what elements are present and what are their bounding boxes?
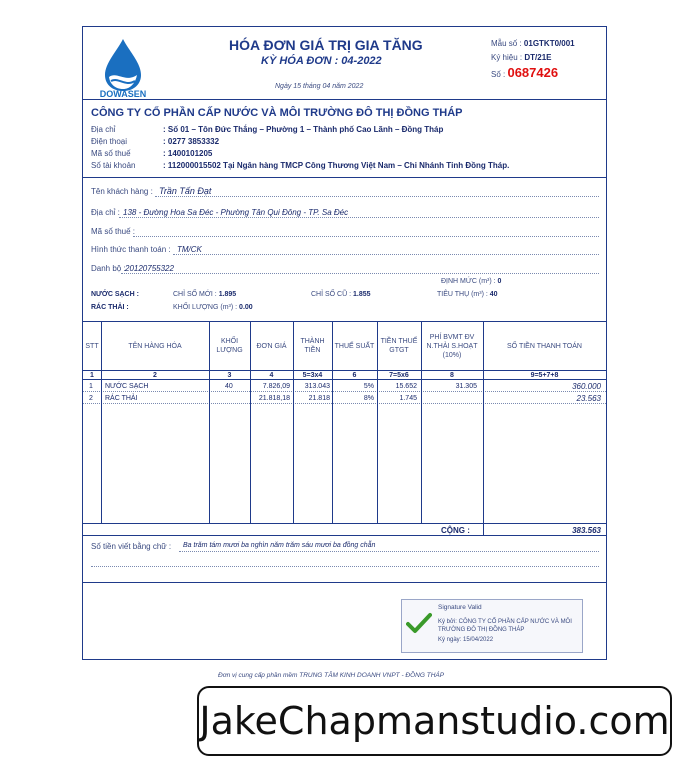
waste-label: RÁC THẢI :	[91, 304, 129, 311]
sum-label: CỘNG :	[441, 526, 470, 535]
row-vat: 1.745	[399, 395, 417, 402]
buyer-name: Trần Tấn Đạt	[159, 186, 212, 196]
row-stt: 1	[89, 383, 93, 390]
signature-signed-by: Ký bởi: CÔNG TY CỔ PHẦN CẤP NƯỚC VÀ MÔI TRƯỜNG ĐÔ THỊ ĐỒNG THÁP	[438, 619, 572, 633]
customer-code-label: Danh bộ :	[91, 264, 126, 273]
sum-value: 383.563	[572, 526, 601, 535]
invoice-symbol: Ký hiệu : DT/21E	[491, 53, 552, 62]
amount-words-label: Số tiền viết bằng chữ :	[91, 542, 172, 551]
company-logo	[93, 37, 153, 99]
col-header-amount: THÀNH TIỀN	[300, 338, 325, 354]
old-reading: CHỈ SỐ CŨ : 1.855	[311, 291, 371, 298]
row-amount: 21.818	[308, 395, 330, 402]
seller-name: CÔNG TY CỔ PHẦN CẤP NƯỚC VÀ MÔI TRƯỜNG ĐÔ THỊ ĐỒNG THÁP	[91, 107, 463, 119]
buyer-tax-label: Mã số thuế :	[91, 227, 136, 236]
col-number: 2	[153, 371, 157, 379]
row-env-fee: 31.305	[455, 383, 477, 390]
row-amount: 313.043	[304, 383, 330, 390]
row-item-name: NƯỚC SẠCH	[105, 383, 149, 390]
col-number: 4	[269, 371, 274, 379]
seller-tax: : 1400101205	[163, 149, 213, 158]
col-number: 8	[450, 371, 454, 379]
row-total: 23.563	[576, 394, 601, 403]
col-number: 9=5+7+8	[530, 371, 559, 379]
software-provider: Đơn vị cung cấp phần mềm TRUNG TÂM KINH DOANH VNPT - ĐỒNG THÁP	[218, 672, 445, 679]
seller-address: : Số 01 – Tôn Đức Thắng – Phường 1 – Thành phố Cao Lãnh – Đồng Tháp	[163, 125, 444, 134]
col-header-total: SỐ TIỀN THANH TOÁN	[507, 342, 582, 350]
col-number: 3	[227, 371, 232, 379]
logo-text: DOWASEN	[99, 89, 147, 99]
col-header-quantity: KHỐI LƯỢNG	[216, 338, 243, 354]
col-number: 6	[352, 371, 357, 379]
payment-method-label: Hình thức thanh toán :	[91, 245, 171, 254]
invoice-header	[83, 27, 606, 100]
seller-address-label: Địa chỉ	[91, 125, 116, 134]
col-number: 5=3x4	[302, 371, 323, 379]
check-icon	[406, 612, 432, 639]
col-number: 1	[90, 371, 94, 379]
row-quantity: 40	[225, 383, 233, 390]
seller-account: : 112000015502 Tại Ngân hàng TMCP Công Thương Việt Nam – Chi Nhánh Tỉnh Đồng Tháp.	[163, 161, 510, 170]
invoice-period: KỲ HÓA ĐƠN : 04-2022	[261, 55, 382, 67]
seller-tax-label: Mã số thuế	[91, 149, 131, 158]
col-header-vat: TIỀN THUẾ GTGT	[380, 338, 418, 354]
col-header-env-fee: PHÍ BVMT ĐV N.THẢI S.HOẠT (10%)	[426, 333, 478, 359]
buyer-address-label: Địa chỉ :	[91, 208, 120, 217]
col-number: 7=5x6	[389, 371, 409, 379]
row-item-name: RÁC THẢI	[105, 395, 138, 402]
customer-code: 20120755322	[125, 264, 174, 273]
seller-account-label: Số tài khoản	[91, 161, 136, 170]
col-header-tax-rate: THUẾ SUẤT	[334, 342, 375, 350]
new-reading: CHỈ SỐ MỚI : 1.895	[173, 291, 237, 298]
row-stt: 2	[89, 395, 93, 402]
waste-volume: KHỐI LƯỢNG (m³) : 0.00	[173, 304, 253, 311]
buyer-address: 138 - Đường Hoa Sa Đéc - Phường Tân Qui Đông - TP. Sa Đéc	[123, 208, 349, 217]
payment-method: TM/CK	[177, 245, 202, 254]
digital-signature-stamp	[401, 599, 583, 653]
signature-valid-text: Signature Valid	[438, 604, 482, 611]
invoice-date: Ngày 15 tháng 04 năm 2022	[275, 83, 364, 90]
consumption: TIÊU THỤ (m³) : 40	[437, 291, 498, 298]
col-header-name: TÊN HÀNG HÓA	[128, 342, 182, 350]
water-label: NƯỚC SẠCH :	[91, 291, 139, 298]
col-header-unit-price: ĐƠN GIÁ	[256, 342, 287, 350]
signature-date: Ký ngày: 15/04/2022	[438, 637, 494, 643]
row-tax-rate: 5%	[363, 383, 374, 390]
row-unit-price: 7.826,09	[262, 383, 290, 390]
buyer-name-label: Tên khách hàng :	[91, 187, 153, 196]
row-unit-price: 21.818,18	[258, 395, 290, 402]
watermark-text: JakeChapmanstudio.com	[199, 699, 670, 743]
norm-row: ĐỊNH MỨC (m³) : 0	[441, 278, 502, 285]
seller-section	[83, 99, 606, 178]
amount-words: Ba trăm tám mươi ba nghìn năm trăm sáu mươi ba đồng chẵn	[183, 542, 376, 549]
form-number: Mẫu số : 01GTKT0/001	[491, 39, 575, 48]
invoice-page	[82, 26, 607, 660]
seller-phone-label: Điện thoại	[91, 137, 128, 146]
row-tax-rate: 8%	[363, 395, 374, 402]
row-vat: 15.652	[395, 383, 417, 390]
invoice-title: HÓA ĐƠN GIÁ TRỊ GIA TĂNG	[229, 37, 423, 53]
seller-phone: : 0277 3853332	[163, 137, 220, 146]
invoice-number: Số : 0687426	[491, 65, 559, 80]
col-header-stt: STT	[85, 342, 99, 350]
watermark-banner	[197, 686, 672, 756]
row-total: 360.000	[572, 382, 601, 391]
